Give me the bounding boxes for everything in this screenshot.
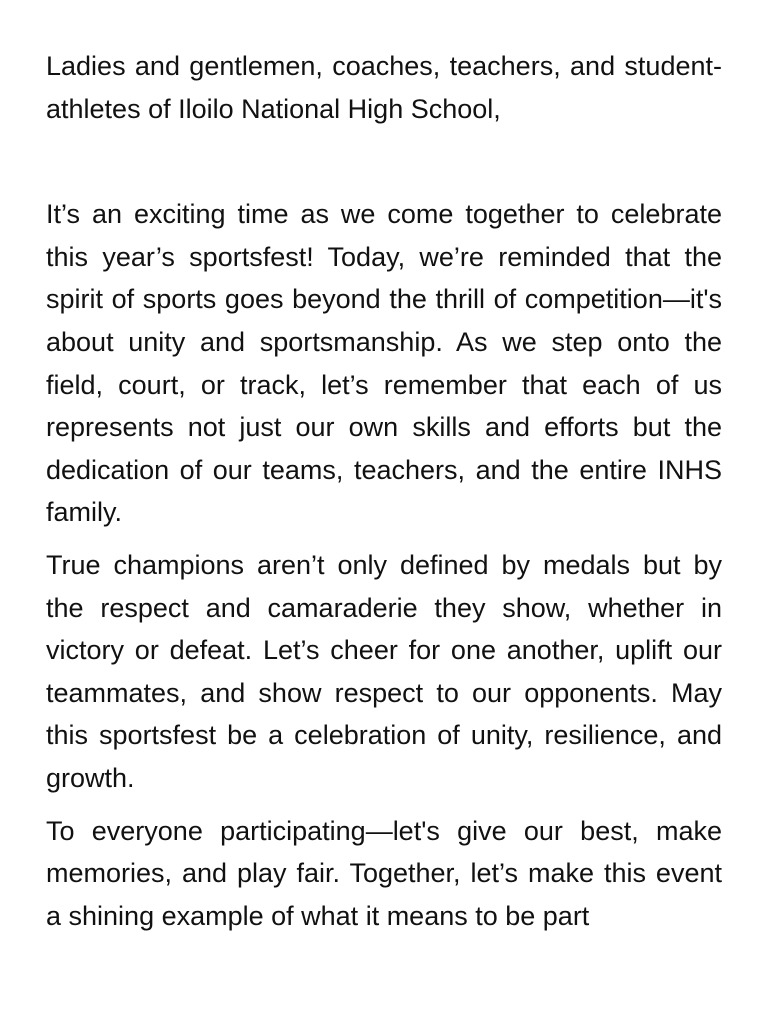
speech-document <box>46 45 722 947</box>
paragraph-champions: True champions aren’t only defined by medals but by the respect and camaraderie they show, whether in victory or defeat. Let’s cheer for one another, uplift our teammates, and show respect to our opponents. May this sportsfest be a celebration of unity, resilience, and growth. <box>46 549 722 793</box>
paragraph-opening: It’s an exciting time as we come together to celebrate this year’s sportsfest! Today, we’re reminded that the spirit of sports goes beyond the thrill of competition—it's about unity and sportsmanship. As we step onto the field, court, or track, let’s remember that each of us represents not just our own skills and efforts but the dedication of our teams, teachers, and the entire INHS family. <box>46 199 722 528</box>
salutation: Ladies and gentlemen, coaches, teachers, and student-athletes of Iloilo National High School, <box>46 51 722 124</box>
paragraph-closing: To everyone participating—let's give our best, make memories, and play fair. Together, let’s make this event a shining example of what it means to be part <box>46 815 722 931</box>
